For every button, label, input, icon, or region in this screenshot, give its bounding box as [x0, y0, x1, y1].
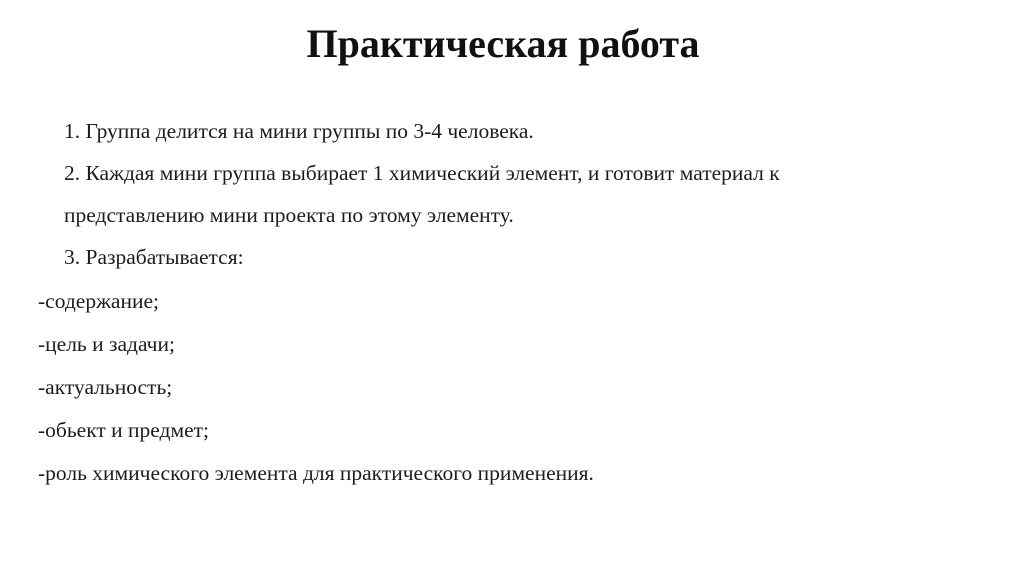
step-2-text-continuation: представлению мини проекта по этому элементу.	[64, 203, 514, 227]
step-2-text: 2. Каждая мини группа выбирает 1 химический элемент, и готовит материал к	[64, 161, 780, 185]
list-item-element-role: -роль химического элемента для практического применения.	[38, 461, 594, 485]
slide-title: Практическая работа	[306, 21, 700, 66]
step-3-text: 3. Разрабатывается:	[64, 245, 244, 269]
list-item-goals: -цель и задачи;	[38, 332, 175, 356]
list-item-content: -содержание;	[38, 289, 159, 313]
list-item-relevance: -актуальность;	[38, 375, 173, 399]
list-item-object-subject: -обьект и предмет;	[38, 418, 209, 442]
step-1-text: 1. Группа делится на мини группы по 3-4 человека.	[64, 119, 534, 143]
